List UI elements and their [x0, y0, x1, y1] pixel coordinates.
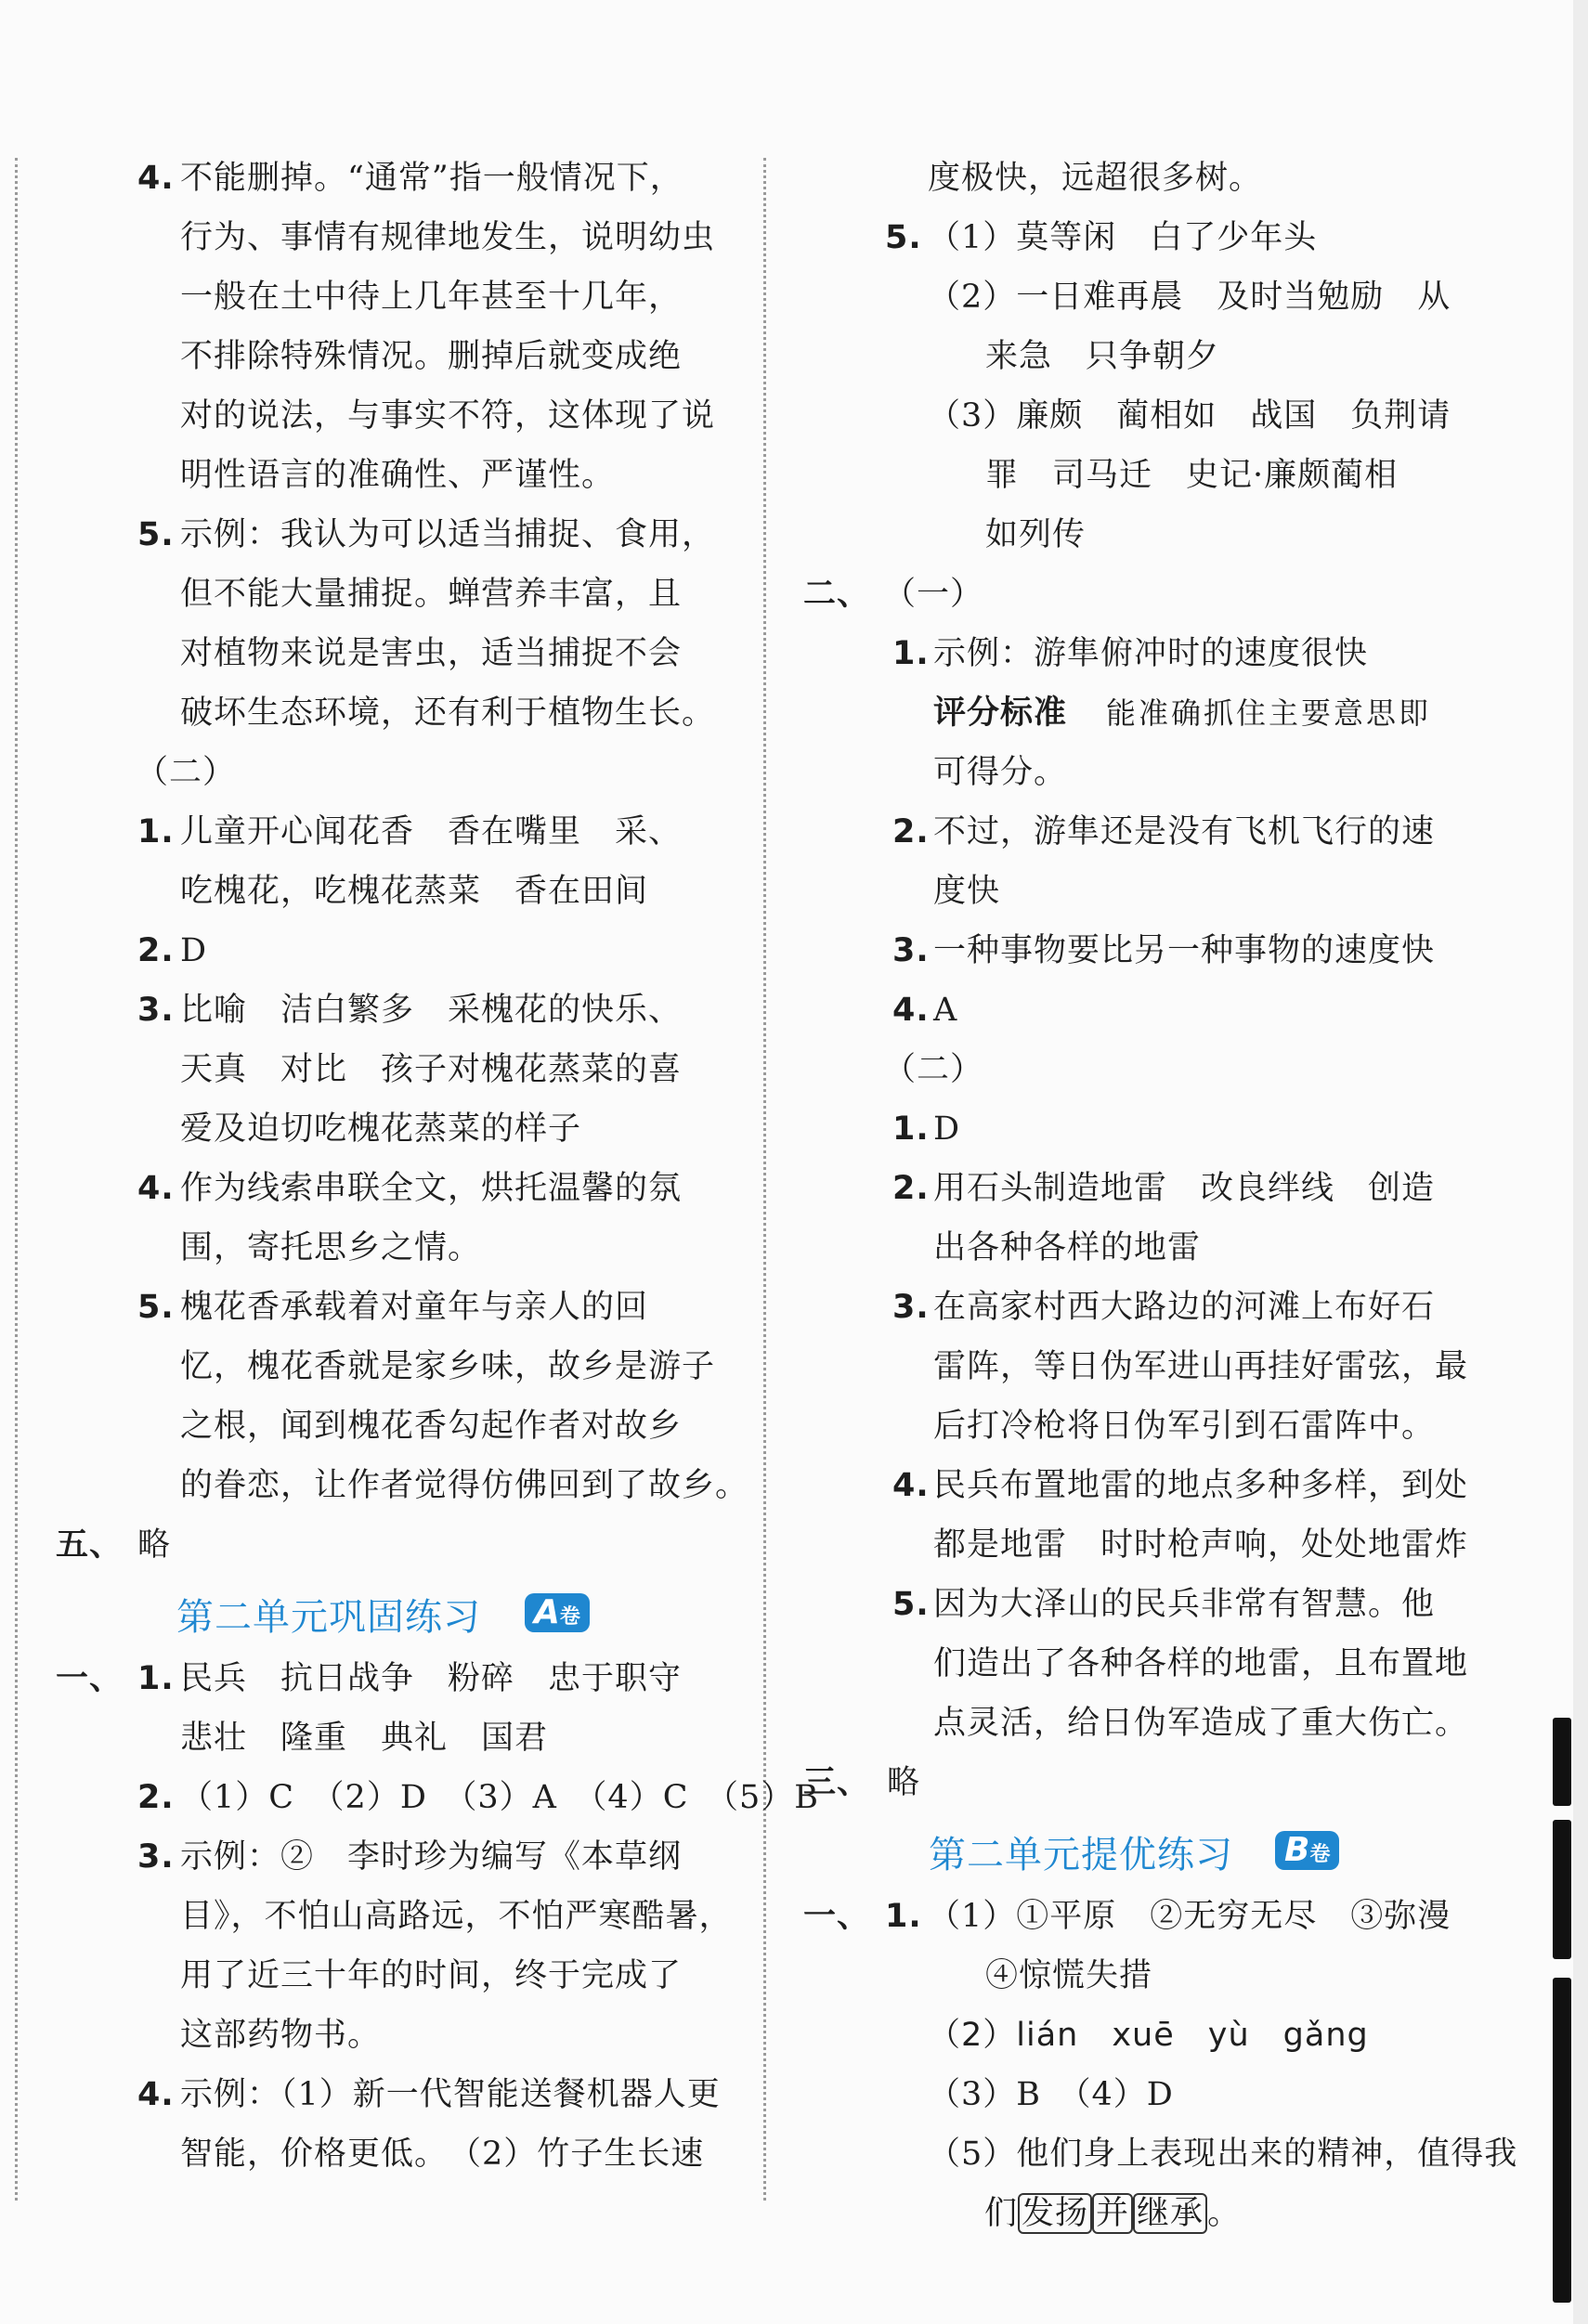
answer-line: 1. 儿童开心闻花香 香在嘴里 采、: [137, 813, 683, 850]
volume-badge-b: B卷: [1275, 1831, 1339, 1870]
scan-edge-mark: [1553, 1978, 1571, 2303]
criteria-line: 可得分。: [933, 754, 1068, 791]
answer-line: 们 发扬 并 继承 。: [984, 2195, 1242, 2232]
answer-line: 破坏生态环境，还有利于植物生长。: [180, 695, 716, 732]
answer-line: 吃槐花，吃槐花蒸菜 香在田间: [180, 873, 649, 910]
boxed-word: 继承: [1133, 2193, 1207, 2234]
answer-line: 4. 民兵布置地雷的地点多种多样，到处: [892, 1467, 1469, 1504]
answer-line: 4. 不能删掉。“通常”指一般情况下，: [137, 160, 683, 197]
answer-line: 一、 1. （1）①平原 ②无穷无尽 ③弥漫: [803, 1898, 1451, 1935]
answer-line: ④惊慌失措: [985, 1957, 1153, 1994]
answer-line: 悲壮 隆重 典礼 国君: [180, 1720, 549, 1757]
answer-line: 2. 不过，游隼还是没有飞机飞行的速: [892, 813, 1436, 850]
answer-line: 对的说法，与事实不符，这体现了说: [180, 397, 716, 435]
section-line: 五、 略: [56, 1526, 172, 1564]
answer-line: 度快: [933, 873, 1001, 910]
answer-line: 行为、事情有规律地发生，说明幼虫: [180, 219, 716, 256]
left-column: [56, 149, 819, 2184]
dotted-cut-line-left: [15, 158, 18, 2201]
answer-line: 智能，价格更低。 （2）竹子生长速: [180, 2136, 705, 2173]
answer-line: 5. （1）莫等闲 白了少年头: [885, 219, 1318, 256]
answer-line: 一般在土中待上几年甚至十几年，: [180, 279, 683, 316]
scan-edge-mark: [1553, 1820, 1571, 1959]
answer-line: 忆，槐花香就是家乡味，故乡是游子: [180, 1348, 716, 1385]
answer-line: 来急 只争朝夕: [985, 338, 1220, 375]
answer-line: 3. 比喻 洁白繁多 采槐花的快乐、: [137, 992, 683, 1029]
criteria-label: 评分标准: [933, 695, 1068, 732]
page-edge: [1573, 0, 1588, 2324]
answer-line: 这部药物书。: [180, 2017, 382, 2054]
answer-line: 1. 示例：游隼俯冲时的速度很快: [892, 635, 1369, 672]
dotted-cut-line-middle: [763, 158, 766, 2201]
answer-line: 2. （1）C （2）D （3）A （4）C （5）B: [137, 1779, 819, 1816]
answer-line: 但不能大量捕捉。蝉营养丰富，且: [180, 576, 683, 613]
answer-line: （3）B （4）D: [928, 2076, 1174, 2113]
answer-line: 明性语言的准确性、严谨性。: [180, 457, 616, 494]
scan-edge-mark: [1553, 1718, 1571, 1806]
answer-line: 5. 槐花香承载着对童年与亲人的回: [137, 1289, 649, 1326]
answer-line: 2. D: [137, 932, 208, 969]
right-column: [803, 149, 1518, 2243]
answer-line: 度极快，远超很多树。: [928, 160, 1263, 197]
answer-line: （2）一日难再晨 及时当勉励 从: [928, 279, 1451, 316]
answer-line: 出各种各样的地雷: [933, 1229, 1202, 1266]
answer-line: 围，寄托思乡之情。: [180, 1229, 482, 1266]
answer-line: 后打冷枪将日伪军引到石雷阵中。: [933, 1408, 1436, 1445]
answer-line: 用了近三十年的时间，终于完成了: [180, 1957, 683, 1994]
answer-line: （3）廉颇 蔺相如 战国 负荆请: [928, 397, 1451, 435]
boxed-word: 并: [1092, 2193, 1133, 2234]
criteria-line: 评分标准 能准确抓住主要意思即: [933, 695, 1432, 732]
unit-title-a: 第二单元巩固练习 A卷: [56, 1575, 734, 1649]
answer-line: 们造出了各种各样的地雷，且布置地: [933, 1645, 1469, 1682]
answer-line: 5. 因为大泽山的民兵非常有智慧。他: [892, 1586, 1436, 1623]
answer-line: 2. 用石头制造地雷 改良绊线 创造: [892, 1170, 1436, 1207]
boxed-word: 发扬: [1018, 2193, 1092, 2234]
answer-line: 一、 1. 民兵 抗日战争 粉碎 忠于职守: [56, 1660, 683, 1697]
answer-line: 3. 一种事物要比另一种事物的速度快: [892, 932, 1436, 969]
answer-line: 的眷恋，让作者觉得仿佛回到了故乡。: [180, 1467, 749, 1504]
answer-line: 4. 作为线索串联全文，烘托温馨的氛: [137, 1170, 683, 1207]
answer-line: 如列传: [985, 516, 1087, 553]
section-line: 二、 （一）: [803, 576, 984, 613]
answer-line: 不排除特殊情况。删掉后就变成绝: [180, 338, 683, 375]
answer-line: 爱及迫切吃槐花蒸菜的样子: [180, 1110, 582, 1148]
answer-line: 雷阵，等日伪军进山再挂好雷弦，最: [933, 1348, 1469, 1385]
part-heading: （二）: [883, 1051, 984, 1088]
answer-line: 天真 对比 孩子对槐花蒸菜的喜: [180, 1051, 683, 1088]
answer-line: 1. D: [892, 1110, 961, 1148]
answer-line: 点灵活，给日伪军造成了重大伤亡。: [933, 1705, 1469, 1742]
answer-line: 4. 示例：（1）新一代智能送餐机器人更: [137, 2076, 721, 2113]
answer-line: 3. 示例：② 李时珍为编写《本草纲: [137, 1838, 683, 1876]
answer-line: 罪 司马迁 史记·廉颇蔺相: [985, 457, 1399, 494]
volume-badge-a: A卷: [525, 1593, 590, 1632]
answer-line: 4. A: [892, 992, 958, 1029]
unit-title-b: 第二单元提优练习 B卷: [803, 1812, 1509, 1887]
answer-line: 都是地雷 时时枪声响，处处地雷炸: [933, 1526, 1469, 1564]
answer-line: （5）他们身上表现出来的精神，值得我: [928, 2136, 1518, 2173]
part-heading: （二）: [136, 754, 237, 791]
answer-line: （2）lián xuē yù gǎng: [928, 2017, 1369, 2054]
answer-line: 之根，闻到槐花香勾起作者对故乡: [180, 1408, 683, 1445]
answer-line: 3. 在高家村西大路边的河滩上布好石: [892, 1289, 1436, 1326]
answer-line: 对植物来说是害虫，适当捕捉不会: [180, 635, 683, 672]
section-line: 三、 略: [803, 1764, 921, 1801]
answer-line: 5. 示例：我认为可以适当捕捉、食用，: [137, 516, 716, 553]
answer-line: 目》，不怕山高路远，不怕严寒酷暑，: [180, 1898, 733, 1935]
